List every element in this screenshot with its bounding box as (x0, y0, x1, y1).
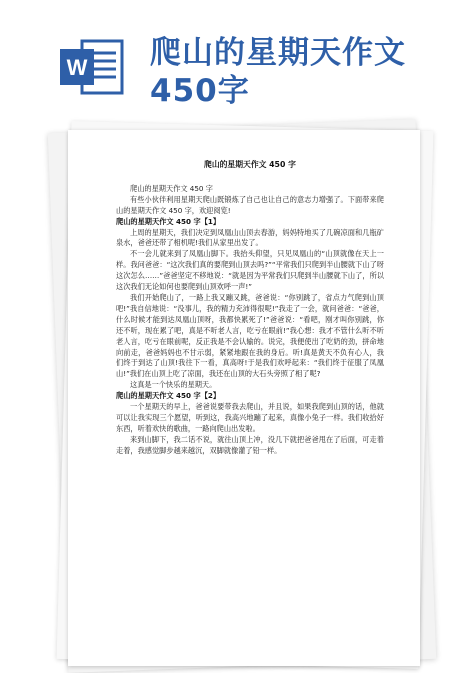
section-heading: 爬山的星期天作文 450 字【2】 (116, 391, 221, 401)
paragraph: 不一会儿就来到了凤凰山脚下。我抬头仰望，只见凤凰山的“山顶就像在天上一样。我问爸爸：“这次我们真的要爬到山顶去吗?”“平常我们只爬到半山腰就下山了呀这次怎么……”爸爸坚定不移地说：“就是因为平常我们只爬到半山腰就下山了，所以这次我们无论如何也要爬到山顶欢呼一声!” (116, 249, 384, 292)
document-body (116, 160, 384, 457)
banner-title (150, 34, 468, 110)
paragraph: 这真是一个快乐的星期天。 (130, 380, 217, 390)
paragraph: 一个星期天的早上，爸爸说要带我去爬山，并且说，如果我爬到山顶的话，他就可以让我实现三个愿望，听到这，我高兴地蹦了起来，真像小兔子一样。我们收拾好东西，听着欢快的歌曲，一路向爬山出发啦。 (116, 402, 384, 433)
paragraph: 爬山的星期天作文 450 字 (130, 183, 213, 193)
document-page (68, 130, 420, 666)
svg-text:W: W (66, 55, 88, 80)
paragraph: 来到山脚下，我二话不说，就往山顶上冲，没几下就把爸爸甩在了后面，可走着走着，我感觉脚步越来越沉，双脚就像灌了铅一样。 (116, 434, 384, 455)
banner-title-line-2: 450字 (150, 73, 250, 109)
banner (0, 0, 474, 120)
paragraph: 上周的星期天，我们决定到凤凰山山顶去春游，妈妈特地买了几碗凉面和几瓶矿泉水，爸爸还带了相机呢!我们从家里出发了。 (116, 227, 384, 248)
document-title: 爬山的星期天作文 450 字 (204, 160, 296, 169)
paragraph: 有些小伙伴利用星期天爬山既锻炼了自己也让自己的意志力增强了。下面带来爬山的星期天作文 450 字，欢迎阅览! (116, 194, 384, 215)
document-paragraphs (116, 184, 384, 457)
banner-title-line-1: 爬山的星期天作文 (150, 35, 406, 71)
paragraph: 我们开始爬山了，一路上我又蹦又跳，爸爸说：“你别跳了，省点力气爬到山顶吧!”我自信地说：“没事儿，我的精力充沛得很呢!”我走了一会，就问爸爸：“爸爸，什么时候才能到达凤凰山顶呀，我都快累死了!”爸爸说：“看吧，刚才叫你别跳，你还不听，现在累了吧，真是不听老人言，吃亏在眼前!”我心想：我才不管什么听不听老人言，吃亏在眼前呢，反正我是不会认输的。说完，我便使出了吃奶的劲，拼命地向前走，爸爸妈妈也不甘示弱，紧紧地跟在我的身后。听!真是黄天不负有心人，我们终于到达了山顶!我往下一看，真高呀!于是我们欢呼起来：“我们终于征服了凤凰山!”我们在山顶上吃了凉面，我还在山顶的大石头旁照了相了呢? (116, 292, 384, 379)
section-heading: 爬山的星期天作文 450 字【1】 (116, 216, 221, 226)
word-document-icon (58, 37, 126, 97)
